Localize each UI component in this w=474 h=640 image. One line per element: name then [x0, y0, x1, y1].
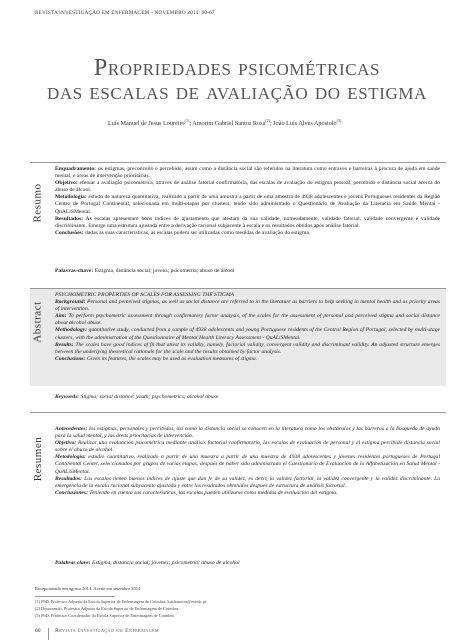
resumen-resultados: Las escalas tienen buenos índices de ajuste que dan fe de su validez, es decir, la validez factorial, la validez convergente y la validez discriminante. La emergencia de la escala racional subyacente ajustada y entre los resultados obtenidos después de estructura de análisis factorial. [55, 475, 440, 489]
abstract-results: The scales have good indices of fit that attest its validity, namely, factorial validity, convergent validity and discriminant validity. An adjusted structure emerges between the underlying theoretical rationale for the scale and the results obtained by factor analysis. [55, 341, 440, 355]
resumen-objetivo: Realizar una evaluación psicométrica mediante análisis factorial confirmatorio, las escalas de evaluación de personal y el estigma percibido distancia social sobre el abuso de alcohol. [55, 440, 440, 454]
resumen-objetivo-heading: Objetivo: [55, 440, 77, 447]
title-line-2: das escalas de avaliação do estigma [46, 79, 427, 105]
resumo-objetivo: efetuar a avaliação psicométrica, através de análise fatorial confirmatória, das escalas de avaliação do estigma pessoal, percebido e distância social acerca do abuso de álcool. [55, 180, 440, 194]
footnote-3: (3) PhD, Professor Coordenador da Escola Superior de Enfermagem de Coimbra [35, 613, 174, 618]
resumo-label: Resumo [32, 183, 44, 223]
abstract-keywords: Keywords: Stigma; social distance: youth; psychometrics; alcohol abuse [55, 394, 219, 400]
abstract-title: PSYCHOMETRIC PROPERTIES OF SCALES FOR ASSESSING THE STIGMA [55, 292, 235, 298]
abstract-results-heading: Results: [55, 341, 74, 348]
title-line-1: Propriedades psicométricas [93, 55, 381, 81]
resumo-keywords: Palavras-chave: Estigma, distância social; jovens; psicometria; abuso de álcool [55, 268, 235, 274]
abstract-label: Abstract [32, 301, 45, 343]
author-2-affil: (2) [265, 118, 270, 123]
abstract-conclusions-heading: Conclusions: [55, 355, 86, 362]
resumo-enquadramento: os estigmas, preconceito e percebido, assim como a distância social são referidos na literatura como entraves e barreiras à procura de ajuda em saúde mental, e áreas de intervenção prioritárias. [55, 166, 440, 180]
resumo-conclusoes-heading: Conclusões: [55, 229, 84, 236]
abstract-background-heading: Background: [55, 299, 86, 306]
author-1-affil: (1) [184, 118, 190, 123]
abstract-body [55, 292, 440, 363]
footnote-rule [35, 596, 115, 597]
abstract-aim: To perform psychometric assessment through confirmatory factor analysis, of the scales for the assessment of personal and perceived stigma and social distance about alcohol abuse. [55, 313, 440, 327]
footer-divider [48, 628, 49, 640]
resumen-metodologia-heading: Metodología: [55, 454, 86, 461]
abstract-methodology: quantitative study, conducted from a sample of 4938 adolescents and young Portuguese residents of the Central Region of Portugal, selected by multi-stage clusters, with the administration of the Questionnaire of Mental Health Literacy Assessment - QuALiSMental. [55, 327, 440, 341]
resumen-keywords: Palabras clave: Estigma, distancia social; jóvenes; psicometría; abuso de alcohol [55, 560, 240, 566]
author-1: Luís Manuel de Jesus Loureiro [108, 120, 185, 128]
footer-journal-name: Revista Investigação em Enfermagem [55, 628, 160, 634]
footnote-2: (2) Doutorando, Professor Adjunto da Escola Superior de Enfermagem de Coimbra [35, 606, 179, 611]
resumen-antecedentes: los estigmas, personales y percibidos, así como la distancia social se conocen en la literatura como los obstáculos y las barreras a la búsqueda de ayuda para la salud mental, y las áreas prioritarias de intervención. [55, 426, 440, 440]
resumo-metodologia: estudo de natureza quantitativa, realizado a partir de uma amostra a partir de uma amostra de 4938 adolescentes e jovens Portugueses residentes da Região Centro de Portugal Continental, selecionada em multi-etapas por clusters, tendo sido administrado o Questionário de Avaliação da Literacia em Saúde Mental - QuALiSMental. [55, 194, 440, 215]
abstract-conclusions: Given its features, the scales may be used as evaluation measures of stigma. [85, 355, 258, 362]
footnote-1: (1) PhD, Professor Adjunto da Escola Superior de Enfermagem de Coimbra, luisloureiro@esenfc.pt [35, 599, 207, 604]
resumo-body [55, 166, 440, 237]
received-date: Recepcionado em agosto 2014. Aceite em setembro 2014 [35, 586, 141, 591]
abstract-aim-heading: Aim: [55, 313, 67, 320]
abstract-background: Personal and perceived stigmas, as well as social distance are referred to in the literature as barriers to help seeking in mental health and as priority areas of intervention. [55, 299, 440, 313]
author-3-affil: (3) [336, 118, 342, 123]
resumen-body [55, 426, 440, 497]
abstract-methodology-heading: Methodology: [55, 327, 88, 334]
abstract-rule [30, 288, 446, 289]
resumo-enquadramento-heading: Enquadramento: [55, 166, 97, 172]
journal-header: REVISTA INVESTIGAÇÃO EM ENFERMAGEM - NOVEMBRO 2014: 60-67 [35, 10, 215, 16]
resumo-resultados: As escalas apresentam bons índices de ajustamento que atestam da sua validade, nomeadamente, validade fatorial, validade convergente e validade discriminante. Emerge uma estrutura ajustada entre a derivação racional subjacente à escala e os resultados obtidos após análise fatorial. [55, 215, 440, 229]
resumen-rule [30, 412, 446, 413]
resumen-conclusiones-heading: Conclusiones: [55, 489, 88, 496]
resumen-label: Resumen [32, 436, 45, 482]
authors [108, 118, 341, 127]
author-3: ; João Luís Alves Apostolo [269, 120, 337, 128]
resumo-metodologia-heading: Metodologia: [55, 194, 87, 201]
page-number: 60 [35, 628, 41, 634]
resumen-metodologia: estudio cuantitativo, realizado a partir de una muestra a partir de una muestra de 4938 adolescentes y jóvenes residentes portugueses de Portugal Continental Center, seleccionados por grupos de varias etapas, después de haber sido administrado el Cuestionario de Evaluación de la Alfabetización en Salud Mental - QuALiSMental. [55, 454, 440, 475]
resumo-conclusoes: dadas as suas características, as escalas podem ser utilizadas como medidas de avaliação do estigma. [83, 229, 311, 236]
resumen-antecedentes-heading: Antecedentes: [55, 426, 88, 432]
resumen-conclusiones: Teniendo en cuenta sus características, las escalas pueden utilizarse como medidas de evaluación del estigma. [87, 489, 338, 496]
resumen-resultados-heading: Resultados: [55, 475, 83, 482]
resumo-objetivo-heading: Objetivo: [55, 180, 78, 187]
resumo-rule [30, 162, 446, 163]
author-2: ; Amorim Gabriel Santos Rosa [189, 120, 266, 128]
resumo-resultados-heading: Resultados: [55, 215, 83, 222]
